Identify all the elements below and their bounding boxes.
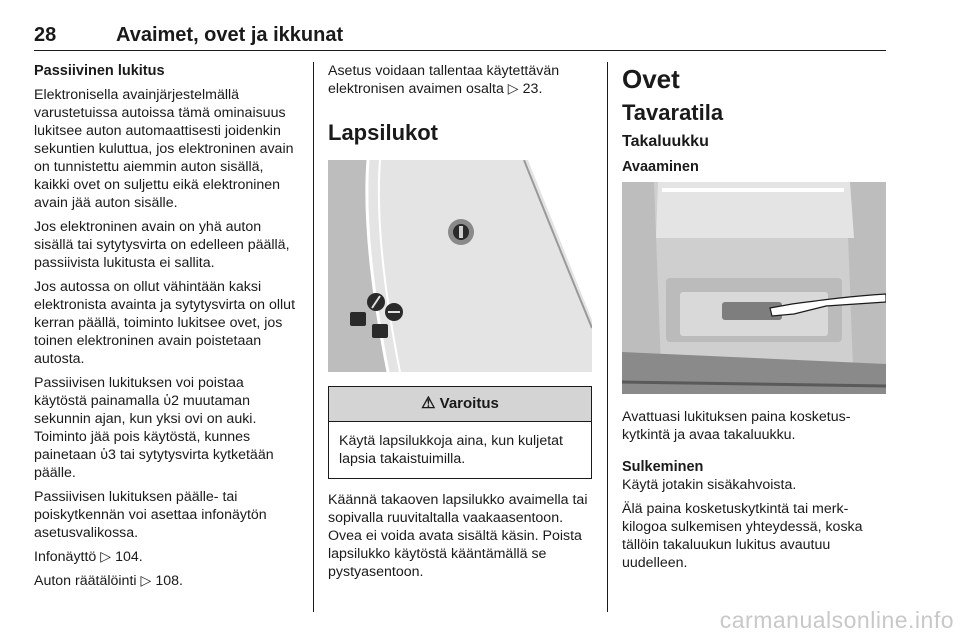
heading-closing: Sulkeminen xyxy=(622,459,704,475)
warning-box xyxy=(328,386,592,479)
page-header xyxy=(34,24,886,51)
paragraph: Avattuasi lukituksen paina kosketuskytkintä ja avaa takaluukku. xyxy=(622,409,851,443)
warning-triangle-icon: ⚠ xyxy=(421,395,436,412)
child-lock-illustration xyxy=(328,160,592,372)
column-child-locks xyxy=(328,62,592,587)
warning-header xyxy=(329,387,591,422)
section-heading-passive-locking: Passiivinen lukitus xyxy=(34,63,165,79)
paragraph: Elektronisella avainjärjestelmällä varustetuissa autoissa tämä ominaisuus lukitsee auton automaattisesti joidenkin sekuntien kuluttua, jos elektroninen avain on tunnistettu aiemmin auton sisällä, kaikki ovet on suljettu eikä elektroninen avain jää auton sisälle. xyxy=(34,87,294,211)
heading-doors: Ovet xyxy=(622,64,680,94)
paragraph: Passiivisen lukituksen voi poistaa käytöstä painamalla ὑ2 muutaman sekunnin ajan, kun yksi ovi on auki. Toiminto jää pois käytöstä, kunnes painetaan ὑ3 tai sytytysvirta kytketään päälle. xyxy=(34,375,274,481)
paragraph: Käännä takaoven lapsilukko avaimella tai sopivalla ruuvitaltalla vaakaasentoon. Ovea ei voida avata sisältä käsin. Poista lapsilukko käytöstä kääntämällä se pystyasentoon. xyxy=(328,492,588,580)
section-title-child-locks: Lapsilukot xyxy=(328,120,439,145)
heading-opening: Avaaminen xyxy=(622,159,699,175)
paragraph: Passiivisen lukituksen päälle- tai poiskytkennän voi asettaa infonäytön asetusvalikossa. xyxy=(34,489,267,541)
column-divider xyxy=(313,62,314,612)
cross-reference: Infonäyttö ▷ 104. xyxy=(34,549,143,565)
paragraph: Käytä jotakin sisäkahvoista. xyxy=(622,477,797,493)
paragraph: Asetus voidaan tallentaa käytettävän elektronisen avaimen osalta ▷ 23. xyxy=(328,63,560,97)
warning-title: Varoitus xyxy=(439,395,499,412)
column-divider xyxy=(607,62,608,612)
watermark: carmanualsonline.info xyxy=(719,607,954,633)
heading-tailgate: Takaluukku xyxy=(622,133,709,150)
column-passive-locking xyxy=(34,62,298,596)
page-number: 28 xyxy=(34,24,57,46)
chapter-title: Avaimet, ovet ja ikkunat xyxy=(116,24,344,46)
cross-reference: Auton räätälöinti ▷ 108. xyxy=(34,573,183,589)
column-doors xyxy=(622,62,886,578)
paragraph: Jos autossa on ollut vähintään kaksi elektronista avainta ja sytytysvirta on ollut kerran päällä, toiminto lukitsee ovet, jos toinen elektroninen avain poistetaan autosta. xyxy=(34,279,296,367)
tailgate-illustration xyxy=(622,182,886,394)
paragraph: Älä paina kosketuskytkintä tai merkkilogoa sulkemisen yhteydessä, koska tällöin takaluukun lukitus avautuu uudelleen. xyxy=(622,501,863,571)
warning-text: Käytä lapsilukkoja aina, kun kuljetat lapsia takaistuimilla. xyxy=(339,433,563,467)
paragraph: Jos elektroninen avain on yhä auton sisällä tai sytytysvirta on edelleen päällä, passiivista lukitusta ei sallita. xyxy=(34,219,290,271)
heading-cargo-area: Tavaratila xyxy=(622,100,724,125)
